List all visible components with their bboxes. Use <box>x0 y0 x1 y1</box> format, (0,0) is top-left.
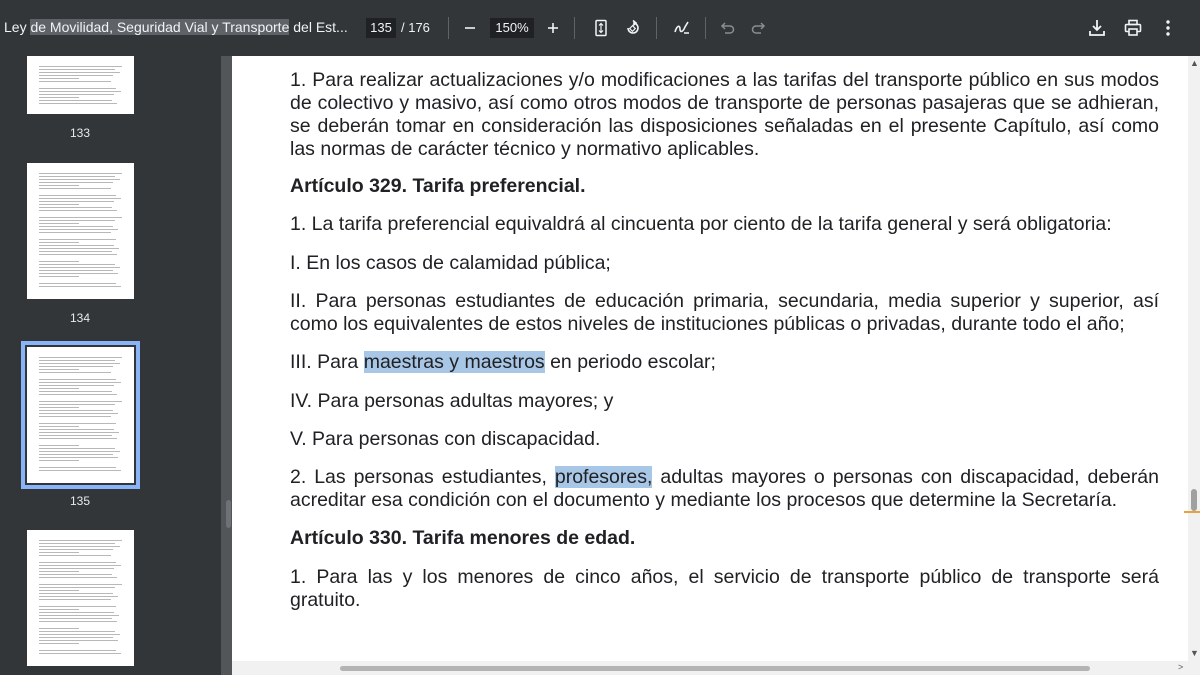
thumbnail-text-line <box>39 637 113 638</box>
search-highlight: profesores, <box>554 466 653 488</box>
paragraph-2: 1. La tarifa preferencial equivaldrá al cincuenta por ciento de la tarifa general y será obligatoria: <box>290 213 1112 235</box>
thumbnail-text-line <box>39 273 118 274</box>
thumbnail-text-line <box>39 210 117 211</box>
draw-icon <box>673 19 691 37</box>
thumbnail-text-line <box>39 606 116 607</box>
document-viewer <box>232 56 1188 661</box>
thumbnail-text-line <box>39 179 120 180</box>
paragraph-7: V. Para personas con discapacidad. <box>290 428 601 450</box>
thumbnail-text-line <box>39 267 120 268</box>
thumbnail-text-line <box>39 407 79 408</box>
thumbnail-label: 133 <box>69 126 91 140</box>
download-icon <box>1087 18 1107 38</box>
rotate-button[interactable] <box>619 14 647 42</box>
thumbnail-text-line <box>39 401 122 402</box>
thumbnail-text-line <box>39 460 79 461</box>
thumbnail-text-line <box>39 448 115 449</box>
thumbnail-text-line <box>39 242 79 243</box>
thumbnail-text-line <box>39 404 115 405</box>
thumbnail-text-line <box>39 198 121 199</box>
thumbnail-text-line <box>39 410 113 411</box>
page-thumbnail-136[interactable] <box>27 530 134 666</box>
thumbnail-text-line <box>39 223 79 224</box>
thumbnail-text-line <box>39 568 114 569</box>
minus-icon <box>463 21 477 35</box>
paragraph-8 <box>290 466 1159 512</box>
thumbnail-text-line <box>39 451 120 452</box>
rotate-icon <box>624 19 642 37</box>
fit-page-icon <box>593 19 609 37</box>
thumbnail-text-line <box>39 372 111 373</box>
scroll-up-arrow-icon[interactable]: ▲ <box>1190 58 1199 68</box>
zoom-out-button[interactable] <box>456 14 484 42</box>
thumbnail-text-line <box>39 571 79 572</box>
paragraph-5 <box>290 351 1159 374</box>
thumbnail-text-line <box>39 88 116 89</box>
thumbnail-text-line <box>39 69 115 70</box>
thumbnail-text-line <box>39 360 115 361</box>
document-title <box>4 19 348 35</box>
article-330-heading: Artículo 330. Tarifa menores de edad. <box>290 527 636 549</box>
thumbnail-sidebar <box>0 56 221 675</box>
annotate-button[interactable] <box>668 14 696 42</box>
thumbnail-text-line <box>39 454 113 455</box>
title-suffix: del Est... <box>289 19 348 35</box>
thumbnail-text-line <box>39 103 117 104</box>
paragraph-1: 1. Para realizar actualizaciones y/o modificaciones a las tarifas del transporte público en sus modos de colectivo y masivo, así como otros modos de transporte de personas pasajeras que se adhieran, se deberán tomar en consideración las disposiciones señaladas en el presente Capítulo, así como las normas de carácter técnico y normativo aplicables. <box>290 69 1159 160</box>
thumbnail-text-line <box>39 584 122 585</box>
redo-button[interactable] <box>745 14 773 42</box>
thumbnail-text-line <box>39 388 79 389</box>
vertical-scroll-thumb[interactable] <box>1191 489 1197 511</box>
thumbnail-text-line <box>39 577 117 578</box>
page-number-input[interactable]: 135 <box>366 18 396 38</box>
thumbnail-text-line <box>39 593 113 594</box>
sidebar-scrollbar-handle[interactable] <box>226 500 231 528</box>
thumbnail-text-line <box>39 467 116 468</box>
p5-text: en periodo escolar; <box>544 351 716 373</box>
thumbnail-text-line <box>39 94 114 95</box>
horizontal-scrollbar[interactable] <box>224 661 1188 675</box>
thumbnail-text-line <box>39 217 122 218</box>
thumbnail-text-line <box>39 100 112 101</box>
undo-icon <box>719 20 735 36</box>
thumbnail-text-line <box>39 254 117 255</box>
thumbnail-text-line <box>39 562 116 563</box>
zoom-in-button[interactable] <box>539 14 567 42</box>
article-329-title: . Tarifa preferencial. <box>401 175 586 197</box>
thumbnail-text-line <box>39 587 115 588</box>
thumbnail-text-line <box>39 173 122 174</box>
thumbnail-text-line <box>39 391 112 392</box>
thumbnail-text-line <box>39 97 79 98</box>
toolbar-divider <box>656 17 657 39</box>
thumbnail-text-line <box>39 432 119 433</box>
title-highlight: de Movilidad, Seguridad Vial y Transporte <box>30 19 290 35</box>
thumbnail-text-line <box>39 599 111 600</box>
search-result-marker <box>1184 511 1200 513</box>
paragraph-3: I. En los casos de calamidad pública; <box>290 252 611 274</box>
thumbnail-text-line <box>39 226 113 227</box>
thumbnail-text-line <box>39 366 113 367</box>
thumbnail-text-line <box>39 609 79 610</box>
thumbnail-text-line <box>39 283 116 284</box>
scroll-down-arrow-icon[interactable]: ▼ <box>1190 648 1199 658</box>
print-icon <box>1123 18 1143 38</box>
thumbnail-text-line <box>39 628 79 629</box>
thumbnail-label: 135 <box>69 494 91 508</box>
thumbnail-text-line <box>39 416 111 417</box>
title-prefix: Ley <box>4 19 31 35</box>
thumbnail-text-line <box>39 426 79 427</box>
thumbnail-text-line <box>39 423 116 424</box>
thumbnail-text-line <box>39 429 114 430</box>
thumbnail-text-line <box>39 413 118 414</box>
thumbnail-text-line <box>39 251 112 252</box>
thumbnail-text-line <box>39 457 118 458</box>
thumbnail-text-line <box>39 232 111 233</box>
thumbnail-text-line <box>39 438 117 439</box>
thumbnail-text-line <box>39 75 113 76</box>
article-329-heading <box>290 175 1159 198</box>
more-options-button[interactable] <box>1154 14 1182 42</box>
thumbnail-text-line <box>39 555 111 556</box>
thumbnail-label: 134 <box>69 311 91 325</box>
thumbnail-text-line <box>39 286 121 287</box>
thumbnail-text-line <box>39 549 113 550</box>
toolbar-divider <box>574 17 575 39</box>
thumbnail-text-line <box>39 640 118 641</box>
scroll-left-arrow-icon[interactable]: < <box>224 662 230 672</box>
thumbnail-text-line <box>39 621 117 622</box>
thumbnail-text-line <box>39 470 121 471</box>
thumbnail-text-line <box>39 435 112 436</box>
thumbnail-text-line <box>39 261 79 262</box>
thumbnail-text-line <box>39 382 121 383</box>
paragraph-6: IV. Para personas adultas mayores; y <box>290 390 614 412</box>
thumbnail-text-line <box>39 185 79 186</box>
page-thumbnail-134[interactable] <box>27 163 134 299</box>
paragraph-4: II. Para personas estudiantes de educación primaria, secundaria, media superior y superior, así como los equivalentes de estos niveles de instituciones públicas o privadas, durante todo el año; <box>290 290 1159 335</box>
thumbnail-text-line <box>39 78 79 79</box>
page-total: / 176 <box>401 20 430 35</box>
thumbnail-text-line <box>39 615 119 616</box>
thumbnail-text-line <box>39 369 79 370</box>
paragraph-9: 1. Para las y los menores de cinco años, el servicio de transporte público de transporte será gratuito. <box>290 566 1159 611</box>
thumbnail-text-line <box>39 188 111 189</box>
redo-icon <box>751 20 767 36</box>
thumbnail-text-line <box>39 653 121 654</box>
thumbnail-text-line <box>39 72 120 73</box>
thumbnail-text-line <box>39 195 116 196</box>
thumbnail-text-line <box>39 66 122 67</box>
thumbnail-text-line <box>39 618 112 619</box>
fit-page-button[interactable] <box>587 14 615 42</box>
pdf-page <box>232 56 1188 661</box>
thumbnail-text-line <box>39 565 121 566</box>
article-329-number: Artículo 329 <box>290 175 402 197</box>
thumbnail-text-line <box>39 543 115 544</box>
page-thumbnail-135[interactable] <box>27 347 134 483</box>
thumbnail-text-line <box>39 650 116 651</box>
thumbnail-text-line <box>39 394 117 395</box>
thumbnail-text-line <box>39 445 79 446</box>
horizontal-scroll-thumb[interactable] <box>340 666 1090 671</box>
thumbnail-text-line <box>39 385 114 386</box>
toolbar-divider <box>705 17 706 39</box>
thumbnail-text-line <box>39 220 115 221</box>
thumbnail-text-line <box>39 552 79 553</box>
p5-text: III. Para <box>290 351 364 373</box>
thumbnail-text-line <box>39 357 122 358</box>
zoom-input[interactable]: 150% <box>490 18 534 38</box>
thumbnail-text-line <box>39 270 113 271</box>
thumbnail-text-line <box>39 176 115 177</box>
thumbnail-text-line <box>39 204 79 205</box>
thumbnail-text-line <box>39 596 118 597</box>
undo-button[interactable] <box>713 14 741 42</box>
thumbnail-text-line <box>39 264 115 265</box>
thumbnail-text-line <box>39 631 115 632</box>
thumbnail-text-line <box>39 276 79 277</box>
thumbnail-text-line <box>39 207 112 208</box>
thumbnail-text-line <box>39 248 119 249</box>
thumbnail-text-line <box>39 182 113 183</box>
thumbnail-text-line <box>39 239 116 240</box>
scroll-right-arrow-icon[interactable]: > <box>1178 662 1184 672</box>
pdf-toolbar <box>0 0 1200 56</box>
thumbnail-text-line <box>39 363 120 364</box>
print-button[interactable] <box>1119 14 1147 42</box>
thumbnail-text-line <box>39 245 114 246</box>
thumbnail-text-line <box>39 91 121 92</box>
page-thumbnail-133[interactable] <box>27 56 134 114</box>
thumbnail-text-line <box>39 379 116 380</box>
thumbnail-text-line <box>39 229 118 230</box>
thumbnail-text-line <box>39 81 111 82</box>
thumbnail-text-line <box>39 201 114 202</box>
plus-icon <box>546 21 560 35</box>
p8-text: adultas mayores o personas con discapacidad, deberán acreditar esa condición con el documento y mediante los procesos que determine la Secretaría. <box>290 466 1160 511</box>
thumbnail-text-line <box>39 634 120 635</box>
download-button[interactable] <box>1083 14 1111 42</box>
more-vert-icon <box>1165 19 1171 37</box>
thumbnail-text-line <box>39 590 79 591</box>
vertical-scrollbar[interactable] <box>1188 56 1200 675</box>
thumbnail-text-line <box>39 612 114 613</box>
p8-text: 2. Las personas estudiantes, <box>290 466 555 488</box>
thumbnail-text-line <box>39 574 112 575</box>
thumbnail-text-line <box>39 546 120 547</box>
search-highlight: maestras y maestros <box>363 351 545 373</box>
toolbar-divider <box>448 17 449 39</box>
thumbnail-text-line <box>39 643 79 644</box>
thumbnail-text-line <box>39 540 122 541</box>
